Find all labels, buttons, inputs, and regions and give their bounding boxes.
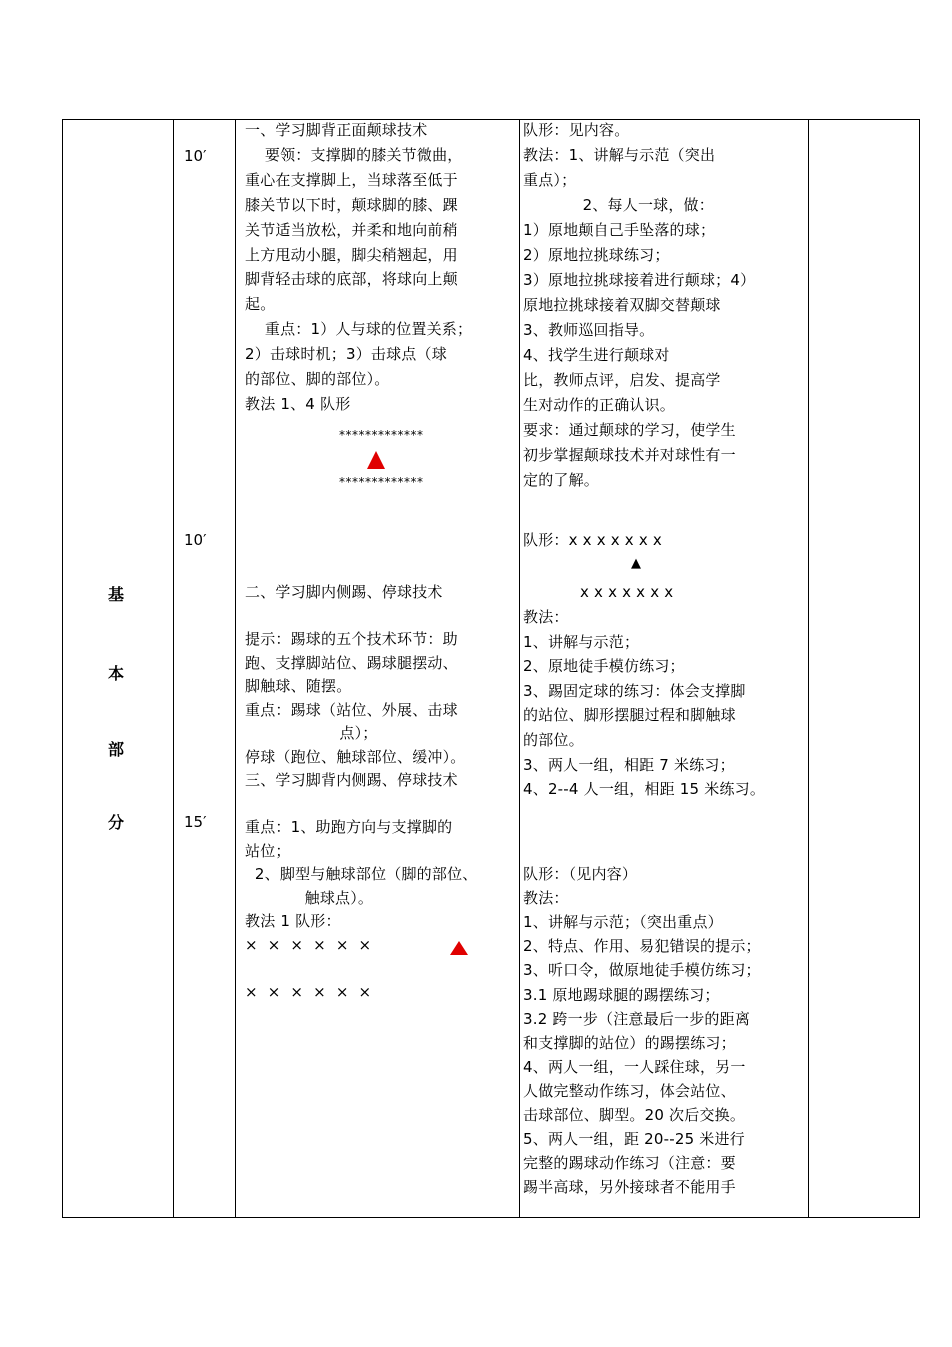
text-line: × × × × × × (245, 982, 372, 1001)
text-line: 的部位、脚的部位）。 (245, 370, 390, 388)
text-line: 重点：1、助跑方向与支撑脚的 (245, 818, 453, 836)
text-line: 人做完整动作练习，体会站位、 (523, 1081, 736, 1100)
text-line: 教法： (523, 889, 569, 908)
text-line: 2）击球时机；3）击球点（球 (245, 345, 447, 364)
text-line: 3、踢固定球的练习：体会支撑脚 (523, 681, 746, 700)
text-line: 一、学习脚背正面颠球技术 (245, 121, 428, 139)
text-line: 2）原地拉挑球练习； (523, 246, 670, 264)
text-line: 1、讲解与示范； (523, 632, 640, 651)
text-line: 重点：踢球（站位、外展、击球 (245, 700, 458, 719)
text-line: 教法：1、讲解与示范（突出 (523, 146, 716, 164)
text-line: 教法 1、4 队形 (245, 394, 351, 413)
text-line: 关节适当放松，并柔和地向前稍 (245, 220, 458, 239)
text-line: 跑、支撑脚站位、踢球腿摆动、 (245, 653, 458, 672)
time-1: 10′ (184, 147, 207, 165)
text-line: 5、两人一组，距 20--25 米进行 (523, 1130, 745, 1149)
text-line: 完整的踢球动作练习（注意：要 (523, 1154, 736, 1173)
text-line: 3、教师巡回指导。 (523, 321, 655, 339)
text-line: 2、脚型与触球部位（脚的部位、 (245, 865, 478, 883)
text-line: 3、两人一组，相距 7 米练习； (523, 755, 735, 774)
teacher-marker-icon (367, 451, 385, 469)
text-line: 3）原地拉挑球接着进行颠球；4） (523, 271, 756, 289)
formation-stars-bottom: ************* (339, 475, 424, 489)
text-line: 起。 (245, 295, 276, 314)
text-line: 要求：通过颠球的学习，使学生 (523, 421, 736, 439)
section-char-3: 部 (108, 740, 125, 759)
formation-stars-top: ************* (339, 428, 424, 442)
text-line: 2、特点、作用、易犯错误的提示； (523, 937, 761, 956)
text-line: 3、听口令，做原地徒手模仿练习； (523, 961, 761, 980)
text-line: 击球部位、脚型。20 次后交换。 (523, 1106, 746, 1124)
text-line: 4、两人一组，一人踩住球，另一 (523, 1057, 746, 1076)
text-line: 脚触球、随摆。 (245, 677, 352, 695)
text-line: 教法 1 队形： (245, 912, 341, 930)
text-line: 脚背轻击球的底部，将球向上颠 (245, 270, 458, 289)
text-line: 踢半高球，另外接球者不能用手 (523, 1178, 736, 1197)
time-3: 15′ (184, 813, 207, 831)
text-line: 点）； (245, 724, 378, 742)
text-line: 原地拉挑球接着双脚交替颠球 (523, 296, 721, 314)
text-line: 停球（跑位、触球部位、缓冲）。 (245, 747, 466, 766)
text-line: 2、每人一球，做： (523, 196, 714, 214)
column-divider (519, 120, 520, 1217)
text-line: 定的了解。 (523, 471, 600, 489)
text-line: 队形：（见内容） (523, 865, 638, 883)
column-divider (808, 120, 809, 1217)
text-line: 2、原地徒手模仿练习； (523, 657, 685, 676)
text-line: 教法： (523, 608, 569, 626)
column-divider (173, 120, 174, 1217)
text-line: 膝关节以下时，颠球脚的膝、踝 (245, 195, 458, 214)
section-char-2: 本 (108, 664, 125, 683)
text-line: 三、学习脚背内侧踢、停球技术 (245, 771, 458, 789)
formation-line-2: x x x x x x x (580, 583, 674, 601)
text-line: 二、学习脚内侧踢、停球技术 (245, 583, 443, 601)
text-line: 初步掌握颠球技术并对球性有一 (523, 446, 736, 464)
text-line: 1）原地颠自己手坠落的球； (523, 221, 716, 239)
text-line: 提示：踢球的五个技术环节：助 (245, 630, 458, 648)
lesson-plan-table (62, 119, 920, 1218)
text-line: 的站位、脚形摆腿过程和脚触球 (523, 706, 736, 725)
text-line: 站位； (245, 841, 291, 860)
section-char-1: 基 (108, 585, 125, 604)
formation-marker-icon: ▲ (631, 556, 642, 571)
text-line: 要领：支撑脚的膝关节微曲， (245, 145, 463, 164)
text-line: × × × × × × (245, 935, 372, 954)
text-line: 4、2--4 人一组，相距 15 米练习。 (523, 780, 766, 799)
text-line: 上方甩动小腿，脚尖稍翘起，用 (245, 245, 458, 264)
text-line: 生对动作的正确认识。 (523, 396, 676, 414)
text-line: 触球点）。 (245, 888, 374, 907)
time-2: 10′ (184, 531, 207, 549)
text-line: 3.2 跨一步（注意最后一步的距离 (523, 1009, 751, 1028)
text-line: 重点）； (523, 171, 577, 189)
text-line: 3.1 原地踢球腿的踢摆练习； (523, 985, 720, 1004)
text-line: 比，教师点评，启发、提高学 (523, 371, 721, 389)
text-line: 队形：见内容。 (523, 121, 630, 139)
text-line: 和支撑脚的站位）的踢摆练习； (523, 1033, 736, 1052)
text-line: 1、讲解与示范；（突出重点） (523, 913, 723, 932)
text-line: 4、找学生进行颠球对 (523, 346, 670, 364)
formation-line-1: 队形：x x x x x x x (523, 531, 662, 549)
teacher-marker-icon (450, 941, 468, 955)
column-divider (235, 120, 236, 1217)
section-char-4: 分 (108, 813, 125, 832)
text-line: 的部位。 (523, 731, 584, 749)
text-line: 重心在支撑脚上，当球落至低于 (245, 170, 458, 189)
text-line: 重点：1）人与球的位置关系； (245, 320, 473, 339)
